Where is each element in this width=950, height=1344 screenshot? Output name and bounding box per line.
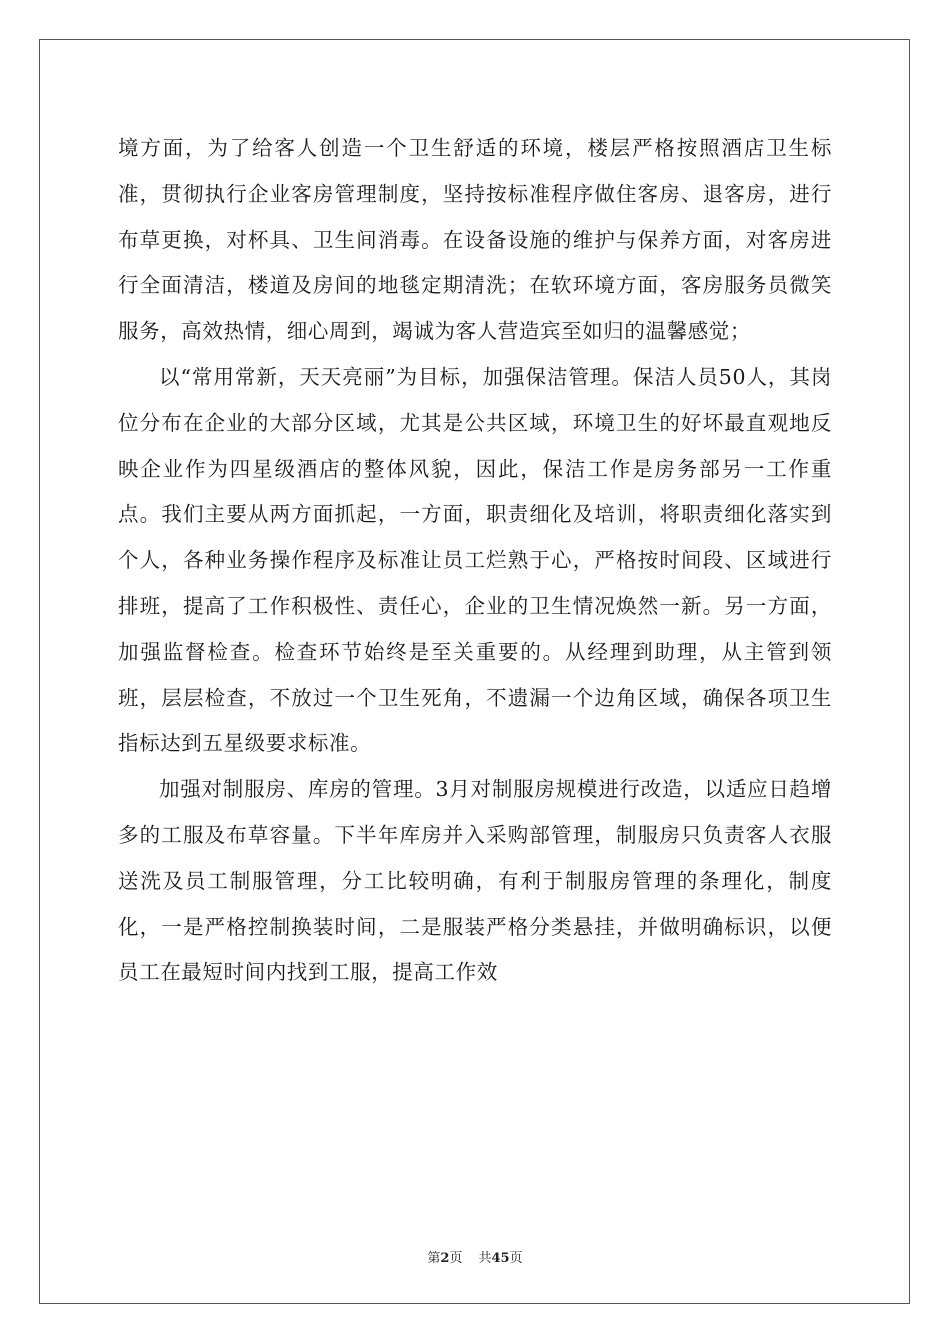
page-suffix: 页 xyxy=(449,1251,463,1266)
total-prefix: 共 xyxy=(478,1251,492,1266)
total-pages: 45 xyxy=(491,1251,510,1266)
total-suffix: 页 xyxy=(509,1251,523,1266)
paragraph-1: 境方面，为了给客人创造一个卫生舒适的环境，楼层严格按照酒店卫生标准，贯彻执行企业客房管理制度，坚持按标准程序做住客房、退客房，进行布草更换，对杯具、卫生间消毒。在设备设施的维护与保养方面，对客房进行全面清洁，楼道及房间的地毯定期清洗；在软环境方面，客房服务员微笑服务，高效热情，细心周到，竭诚为客人营造宾至如归的温馨感觉； xyxy=(118,136,832,344)
paragraph-3: 加强对制服房、库房的管理。3月对制服房规模进行改造，以适应日趋增多的工服及布草容量。下半年库房并入采购部管理，制服房只负责客人衣服送洗及员工制服管理，分工比较明确，有利于制服房管理的条理化，制度化，一是严格控制换装时间，二是服装严格分类悬挂，并做明确标识，以便员工在最短时间内找到工服，提高工作效 xyxy=(118,777,832,985)
paragraph-2: 以“常用常新，天天亮丽”为目标，加强保洁管理。保洁人员50人，其岗位分布在企业的大部分区域，尤其是公共区域，环境卫生的好坏最直观地反映企业作为四星级酒店的整体风貌，因此，保洁工作是房务部另一工作重点。我们主要从两方面抓起，一方面，职责细化及培训，将职责细化落实到个人，各种业务操作程序及标准让员工烂熟于心，严格按时间段、区域进行排班，提高了工作积极性、责任心，企业的卫生情况焕然一新。另一方面，加强监督检查。检查环节始终是至关重要的。从经理到助理，从主管到领班，层层检查，不放过一个卫生死角，不遗漏一个边角区域，确保各项卫生指标达到五星级要求标准。 xyxy=(118,364,832,756)
page-footer xyxy=(0,1247,950,1266)
page-prefix: 第 xyxy=(427,1251,441,1266)
document-body xyxy=(118,126,832,996)
page-number: 2 xyxy=(440,1251,450,1266)
